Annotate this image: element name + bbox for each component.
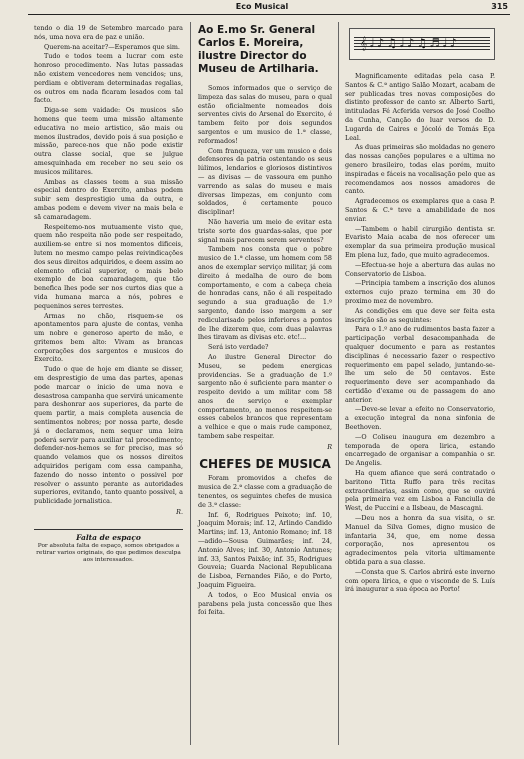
col3-paragraph: —Efectua-se hoje a abertura das aulas no Conservatorio de Lisboa. <box>345 260 495 278</box>
col3-paragraph: —O Coliseu inaugura em dezembro a temporada de opera lirica, estando encarregado de organisar a companhia o sr. De Angelis. <box>345 432 495 468</box>
notice-title: Falta de espaço <box>76 532 141 542</box>
notice-box <box>34 529 183 565</box>
column-divider-left <box>190 22 191 745</box>
col3-paragraph: Para o 1.º ano de rudimentos basta fazer a participação verbal desacompanhada de qualquer documento e para as restantes disciplinas é necessario fazer o respectivo requerimento em papel selado, juntando-se-lhe um selo de 50 centavos. Este requerimento deve ser acompanhado da certidão d'exame ou de passagem do ano anterior. <box>345 325 495 404</box>
header-rule <box>28 14 510 15</box>
col2-paragraph: Inf. 6, Rodrigues Peixoto; inf. 10, Joaquim Morais; inf. 12, Arlindo Candido Martins; inf. 13, Antonio Romano; inf. 18 —adido—Sousa Guimarães; inf. 24, Antonio Alves; inf. 30, Antonio Antunes; inf. 33, Santos Paixão; inf. 35, Rodrigues Gouveia; Guarda Nacional Republicana de Lisboa, Fernandes Fião, e do Porto, Joaquim Figueira. <box>198 510 332 590</box>
col2-paragraph: Somos informados que o serviço de limpeza das salas do museu, para o qual estão oficialmente nomeados dois serventes civis do Arsenal do Exercito, é tambem feito por dois segundos sargentos e um musico de 1.ª classe, reformados! <box>198 84 332 145</box>
col3-paragraph: —Tambem o habil cirurgião dentista sr. Evaristo Maia acaba de nos oferecer um exemplar da sua primeira produção musical Em plena luz, fado, que muito agradecemos. <box>345 224 495 259</box>
col1-paragraph: Armas no chão, risquem-se os apontamentos para ajuste de contas, venha um nobre e generoso aperto de mão, e gritemos bem alto: Vivam as brancas corporações dos sargentos e musicos do Exercito. <box>34 311 183 364</box>
section-heading: CHEFES DE MUSICA <box>199 456 331 471</box>
col1-paragraph: Tudo o que de hoje em diante se disser, em desprestigio de uma das partes, apenas pode marcar o inicio de uma nova e desastrosa campanha que servirá unicamente para deshonrar aos superiores, da parte de quem partir, a mais completa ausencia de sentimentos nobres; por nossa parte, desde já o declaramos, nem sequer uma leira poderá servir para auxiliar tal procedimento; defender-nos-hemos se for preciso, mas só quando velamos que os nossos direitos adquiridos perigam com essa campanha, fazendo do nosso intento o possivel por resolver o assunto perante as autoridades superiores, evitando, tanto quanto possivel, a publicidade jornalistica. <box>34 365 183 506</box>
col1-signature: R. <box>176 508 183 517</box>
music-notes-icon: 𝄞♩♪♫♩♪♫♬♩♪ <box>360 36 460 50</box>
running-title: Eco Musical <box>235 2 289 11</box>
column-right <box>345 24 495 594</box>
col1-paragraph: Respeitemo-nos mutuamente visto que, quem não respeita não pode ser respeitado, auxiliem-se entre si nos momentos dificeis, lutem no mesmo campo pelas reivindicações dos seus direitos adquiridos, e deem assim ao elemento oficial superior, o mais belo exemplo de boa camaradagem, que tão benefica lhes pode ser nos curtos dias que a vida humana marca a nós, pobres e pequeninos seres terrestes. <box>34 222 183 310</box>
col2-paragraph: A todos, o Eco Musical envia os parabens pela justa concessão que lhes foi feita. <box>198 590 332 617</box>
col3-paragraph: —Deve-se levar a efeito no Conservatorio, a execução integral da nona sinfonia de Beethoven. <box>345 405 495 432</box>
col1-paragraph: tendo o dia 19 de Setembro marcado para nós, uma nova era de paz e união. <box>34 24 183 41</box>
col2-paragraph: Não haveria um meio de evitar esta triste sorte dos guardas-salas, que por signal mais parecem serem serventes? <box>198 217 332 244</box>
col2-paragraph: Com franqueza, ver um musico e dois defensores da patria ostentando os seus lúlimos, lendarios e gloriosos distintivos — as divisas — de vassoura em punho varrendo as salas do museu e mais diversas limpezas, em conjunto com soldados, é certamente pouco disciplinar! <box>198 146 332 217</box>
column-middle <box>198 24 332 617</box>
col2-paragraph: Foram promovidos a chefes de musica de 2.ª classe com a graduação de tenentes, os seguintes chefes de musica de 3.ª classe: <box>198 474 332 509</box>
col1-paragraph: Tudo e todos teem a lucrar com este honroso procedimento. Nas lutas passadas não existem vencedores nem vencidos; uns, perdiam e obtiveram determinadas regalias, os outros em nada ficaram lesados com tal facto. <box>34 52 183 105</box>
page-number: 315 <box>491 2 508 11</box>
col3-paragraph: —Consta que S. Carlos abrirá este inverno com opera lirica, e que o visconde de S. Luís irá inaugurar a sua época ao Porto! <box>345 567 495 594</box>
page-header <box>0 0 524 18</box>
col3-paragraph: Magnificamente editadas pela casa P. Santos & C.ª antigo Salão Mozart, acabam de ser publicadas tres novas composições do distinto professor de canto sr. Alberto Sarti, intituladas Fé Acferida versos de José Coelho da Cunha, Canção do luar versos de D. Lugarda de Caires e Jócoló de Tomás Eça Leal. <box>345 72 495 142</box>
column-divider-right <box>338 22 339 745</box>
col2-paragraph: Será isto verdade? <box>208 343 269 352</box>
col3-paragraph: As duas primeiras são moldadas no genero das nossas canções populares e a ultima no genero brasileiro, todas elas porém, muito inspiradas e fáceis na vocalisação pelo que as recomendamos aos nossos amadores de canto. <box>345 143 495 196</box>
col3-paragraph: —Deu nos a honra da sua visita, o sr. Manuel da Silva Gomes, digno musico de infantaria 34, que, em nome dessa corporação, nos apresentou os agradecimentos pela vitoria ultimamente obtida para a sua classe. <box>345 514 495 567</box>
notice-text: Por absoluta falta de espaço, somos obrigados a retirar varios originais, do que pedimos desculpa aos interessados. <box>36 542 181 564</box>
col1-paragraph: Diga-se sem vaidade: Os musicos são homens que teem uma missão altamente educativa no meio artistico, são mais ou menos ilustrados, devido pois á sua posição e missão, parece-nos que não pode existir outra classe social, que se julgue amesquinhada em receber no seu seio os musicos militares. <box>34 106 183 176</box>
col3-paragraph: As condições em que deve ser feita esta inscrição são as seguintes: <box>345 306 495 324</box>
col2-paragraph: Ao ilustre General Director do Museu, se pedem energicas providencias. Se a graduação de 1.º sargento não é suficiente para manter o respeito devido a um militar com 58 anos de serviço e exemplar comportamento, ao menos respeitem-se esses cabelos brancos que representam a velhice e que o mais rude camponez, tambem sabe respeitar. <box>198 352 332 441</box>
column-left <box>34 24 183 565</box>
col2-paragraph: Tambem nos consta que o pobre musico de 1.ª classe, um homem com 58 anos de exemplar serviço militar, já com direito á medalha de ouro de bom comportamento, e com a cabeça cheia de honradas cans, não é ali respeitado segundo a sua graduação de 1.º sargento, dando isso margem a ser redicularisado pelos inferiores a pontos de lhe dizerem que, com duas palavras lhes tiravam as divisas etc. etc!... <box>198 245 332 342</box>
col1-paragraph: Querem-na aceitar?—Esperamos que sim. <box>44 42 180 51</box>
col3-paragraph: Agradecemos os exemplares que a casa P. Santos & C.ª teve a amabilidade de nos enviar. <box>345 197 495 223</box>
col3-paragraph: —Principia tambem a inscrição dos alunos externos cujo prazo termina em 30 do proximo mez de novembro. <box>345 279 495 305</box>
article-heading: Ao E.mo Sr. General Carlos E. Moreira, ilustre Director do Museu de Artilharia. <box>198 24 319 75</box>
col1-paragraph: Ambas as classes teem a sua missão especial dentro do Exercito, ambas podem subir sem desprestigio uma da outra, e ambas podem e devem viver na mais bela e sã camaradagem. <box>34 177 183 221</box>
music-notation-image <box>349 28 495 60</box>
col3-paragraph: Ha quem afiance que será contratado o baritono Titta Ruffo para três recitas extraordinarias, assim como, que se ouvirá pela primeira vez em Lisboa a Fanciulla de West, de Puccini e a Ilsbeau, de Mascagni. <box>345 469 495 513</box>
col2-signature: R <box>327 442 332 451</box>
